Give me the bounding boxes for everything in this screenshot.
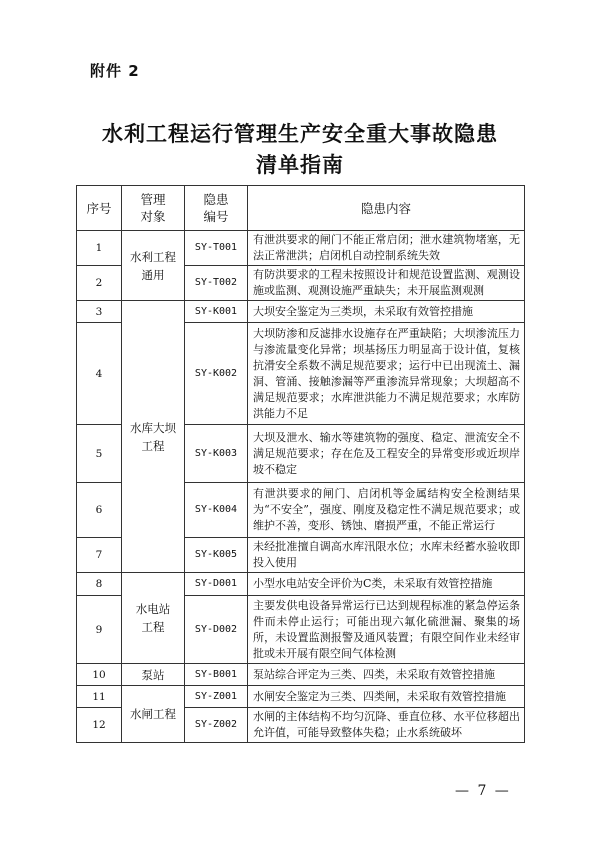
object-cell: 水利工程 通用 xyxy=(122,231,185,301)
hazard-content: 水闸的主体结构不均匀沉降、垂直位移、水平位移超出允许值，可能导致整体失稳；止水系统破坏 xyxy=(248,708,525,743)
document-title-line1: 水利工程运行管理生产安全重大事故隐患 xyxy=(102,122,498,146)
hazard-content: 泵站综合评定为三类、四类，未采取有效管控措施 xyxy=(248,664,525,686)
row-index: 6 xyxy=(77,483,122,538)
hazard-table xyxy=(76,185,525,743)
hazard-code: SY-K003 xyxy=(185,425,248,483)
hazard-code: SY-D001 xyxy=(185,573,248,596)
hazard-content: 有泄洪要求的闸门不能正常启闭；泄水建筑物堵塞，无法正常泄洪；启闭机自动控制系统失效 xyxy=(248,231,525,266)
row-index: 9 xyxy=(77,596,122,664)
hazard-code: SY-T002 xyxy=(185,266,248,301)
hazard-code: SY-K002 xyxy=(185,323,248,425)
document-title-line2: 清单指南 xyxy=(256,153,344,177)
hazard-content: 主要发供电设备异常运行已达到规程标准的紧急停运条件而未停止运行；可能出现六氟化硫泄漏、聚集的场所，未设置监测报警及通风装置；有限空间作业未经审批或未开展有限空间气体检测 xyxy=(248,596,525,664)
object-cell: 泵站 xyxy=(122,664,185,686)
hazard-code: SY-D002 xyxy=(185,596,248,664)
header-index: 序号 xyxy=(77,186,122,231)
hazard-content: 未经批准擅自调高水库汛限水位；水库未经蓄水验收即投入使用 xyxy=(248,538,525,573)
page-number: — 7 — xyxy=(455,783,511,799)
row-index: 4 xyxy=(77,323,122,425)
row-index: 8 xyxy=(77,573,122,596)
row-index: 10 xyxy=(77,664,122,686)
table-row xyxy=(77,686,525,708)
header-code: 隐患 编号 xyxy=(185,186,248,231)
row-index: 7 xyxy=(77,538,122,573)
row-index: 11 xyxy=(77,686,122,708)
row-index: 2 xyxy=(77,266,122,301)
table-header-row xyxy=(77,186,525,231)
object-cell: 水电站 工程 xyxy=(122,573,185,664)
table-row xyxy=(77,301,525,323)
table-row xyxy=(77,573,525,596)
hazard-content: 小型水电站安全评价为C类，未采取有效管控措施 xyxy=(248,573,525,596)
hazard-content: 大坝安全鉴定为三类坝，未采取有效管控措施 xyxy=(248,301,525,323)
header-object: 管理 对象 xyxy=(122,186,185,231)
hazard-content: 大坝及泄水、输水等建筑物的强度、稳定、泄流安全不满足规范要求；存在危及工程安全的异常变形或近坝岸坡不稳定 xyxy=(248,425,525,483)
table-row xyxy=(77,664,525,686)
row-index: 12 xyxy=(77,708,122,743)
hazard-content: 大坝防渗和反滤排水设施存在严重缺陷；大坝渗流压力与渗流量变化异常；坝基扬压力明显高于设计值，复核抗滑安全系数不满足规范要求；运行中已出现流土、漏洞、管涌、接触渗漏等严重渗流异常现象；大坝超高不满足规范要求；水库泄洪能力不满足规范要求；水库防洪能力不足 xyxy=(248,323,525,425)
hazard-code: SY-K004 xyxy=(185,483,248,538)
object-cell: 水库大坝 工程 xyxy=(122,301,185,573)
hazard-code: SY-B001 xyxy=(185,664,248,686)
attachment-label: 附件 2 xyxy=(90,62,140,80)
header-content: 隐患内容 xyxy=(248,186,525,231)
hazard-content: 水闸安全鉴定为三类、四类闸，未采取有效管控措施 xyxy=(248,686,525,708)
hazard-code: SY-K001 xyxy=(185,301,248,323)
table-row xyxy=(77,231,525,266)
hazard-code: SY-Z002 xyxy=(185,708,248,743)
row-index: 3 xyxy=(77,301,122,323)
hazard-code: SY-T001 xyxy=(185,231,248,266)
object-cell: 水闸工程 xyxy=(122,686,185,743)
row-index: 1 xyxy=(77,231,122,266)
row-index: 5 xyxy=(77,425,122,483)
hazard-content: 有泄洪要求的闸门、启闭机等金属结构安全检测结果为“不安全”，强度、刚度及稳定性不满足规范要求；或维护不善，变形、锈蚀、磨损严重，不能正常运行 xyxy=(248,483,525,538)
hazard-content: 有防洪要求的工程未按照设计和规范设置监测、观测设施或监测、观测设施严重缺失；未开展监测观测 xyxy=(248,266,525,301)
hazard-code: SY-Z001 xyxy=(185,686,248,708)
hazard-code: SY-K005 xyxy=(185,538,248,573)
